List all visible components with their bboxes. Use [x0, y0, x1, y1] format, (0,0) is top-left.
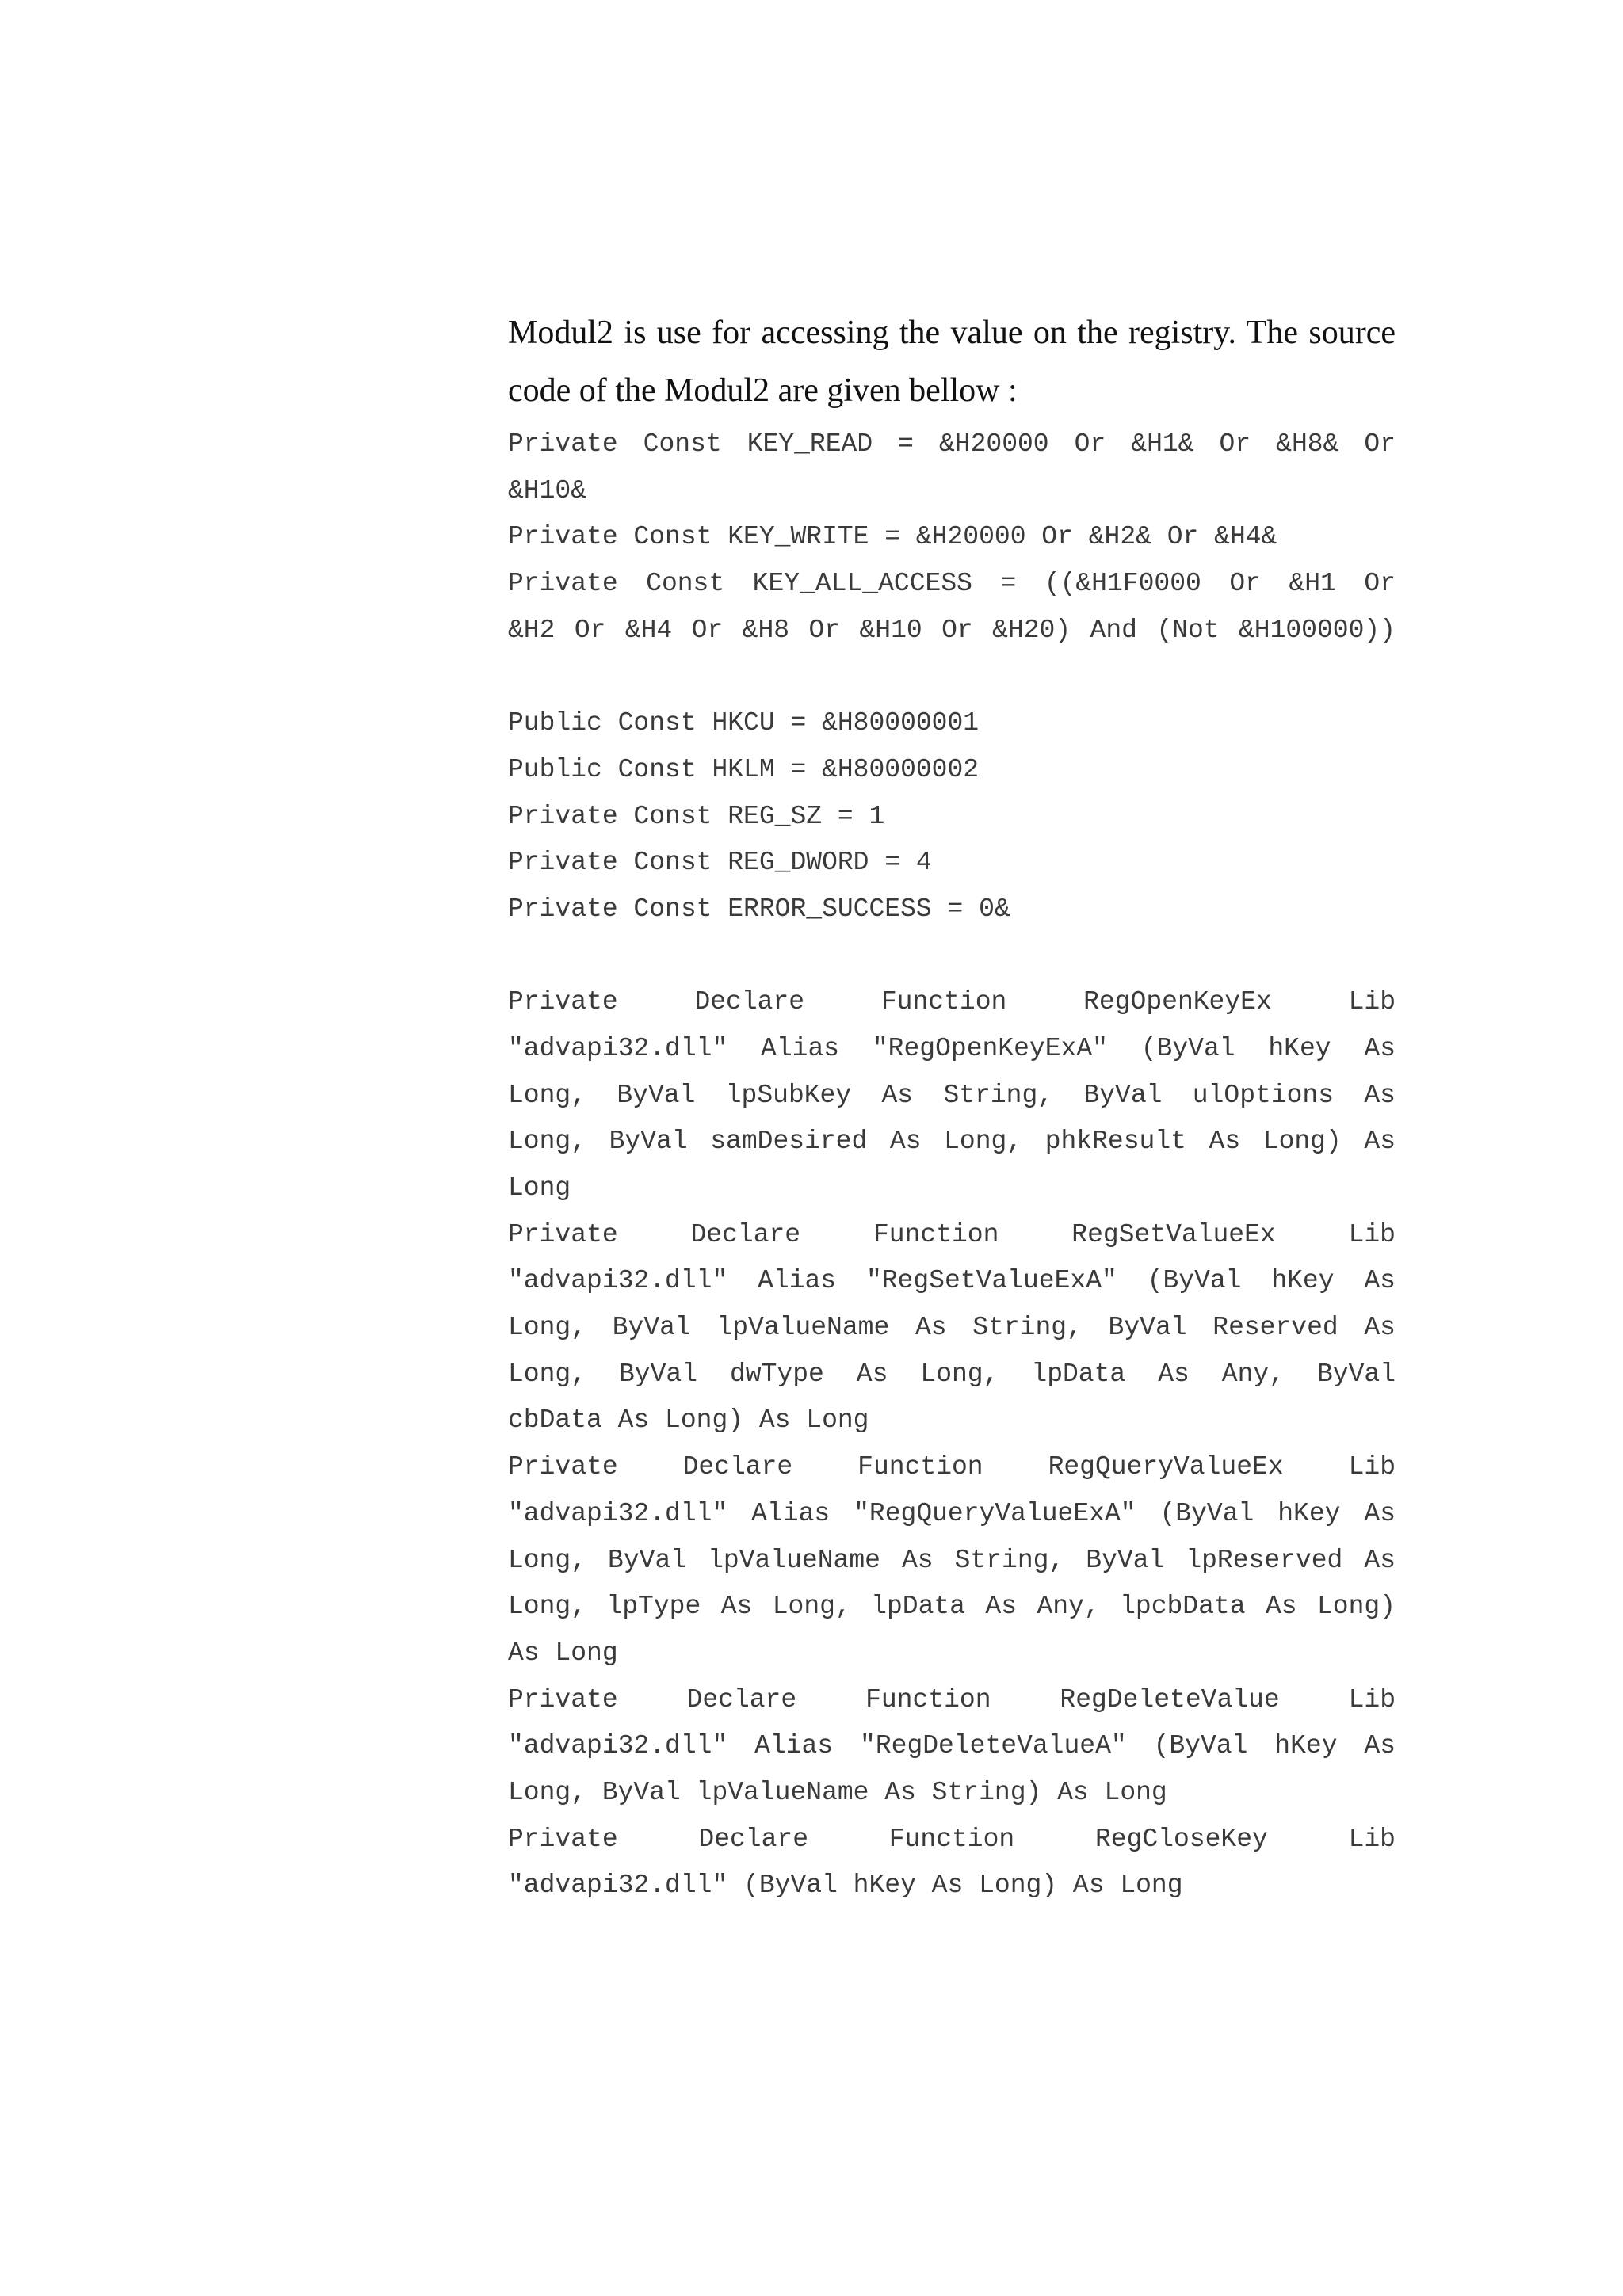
intro-paragraph: Modul2 is use for accessing the value on the registry. The source code of the Modul2 are given bellow : [508, 315, 1396, 409]
code-line: "advapi32.dll" Alias "RegOpenKeyExA" (ByVal hKey As [508, 1033, 1396, 1063]
code-line: Private Const REG_SZ = 1 [508, 801, 885, 831]
code-line: Private Const REG_DWORD = 4 [508, 848, 932, 878]
code-line: &H2 Or &H4 Or &H8 Or &H10 Or &H20) And (Not &H100000)) [508, 615, 1396, 645]
code-line: &H10& [508, 475, 587, 505]
code-blank-line [508, 654, 1396, 700]
code-line: Private Const KEY_ALL_ACCESS = ((&H1F0000 Or &H1 Or [508, 569, 1396, 599]
code-line: Private Declare Function RegQueryValueEx Lib [508, 1452, 1396, 1482]
code-line: Private Declare Function RegDeleteValue Lib [508, 1684, 1396, 1714]
code-line: Long, ByVal lpValueName As String) As Long [508, 1777, 1167, 1807]
code-line: cbData As Long) As Long [508, 1405, 869, 1436]
code-line: Long, lpType As Long, lpData As Any, lpcbData As Long) [508, 1592, 1396, 1622]
code-line: Long, ByVal lpValueName As String, ByVal Reserved As [508, 1313, 1396, 1343]
code-line: "advapi32.dll" Alias "RegSetValueExA" (ByVal hKey As [508, 1266, 1396, 1296]
code-line: Long, ByVal lpValueName As String, ByVal lpReserved As [508, 1545, 1396, 1575]
code-line: Private Declare Function RegSetValueEx Lib [508, 1219, 1396, 1249]
code-line: "advapi32.dll" (ByVal hKey As Long) As Long [508, 1871, 1183, 1901]
code-line: "advapi32.dll" Alias "RegDeleteValueA" (ByVal hKey As [508, 1731, 1396, 1761]
code-line: "advapi32.dll" Alias "RegQueryValueExA" (ByVal hKey As [508, 1498, 1396, 1528]
code-line: Private Declare Function RegOpenKeyEx Lib [508, 987, 1396, 1017]
code-line: Private Const KEY_READ = &H20000 Or &H1& Or &H8& Or [508, 429, 1396, 459]
code-line: Public Const HKLM = &H80000002 [508, 754, 980, 784]
code-line: Private Const KEY_WRITE = &H20000 Or &H2& Or &H4& [508, 522, 1277, 552]
code-line: Long, ByVal samDesired As Long, phkResult As Long) As [508, 1127, 1396, 1157]
code-blank-line [508, 933, 1396, 980]
code-line: Public Const HKCU = &H80000001 [508, 708, 980, 738]
code-line: Private Declare Function RegCloseKey Lib [508, 1824, 1396, 1854]
code-line: Private Const ERROR_SUCCESS = 0& [508, 894, 1010, 924]
code-line: Long, ByVal lpSubKey As String, ByVal ulOptions As [508, 1080, 1396, 1110]
code-line: Long, ByVal dwType As Long, lpData As Any, ByVal [508, 1359, 1396, 1389]
document-body [508, 304, 1396, 1909]
code-line: Long [508, 1173, 571, 1203]
code-line: As Long [508, 1638, 618, 1668]
code-block [508, 421, 1396, 1909]
